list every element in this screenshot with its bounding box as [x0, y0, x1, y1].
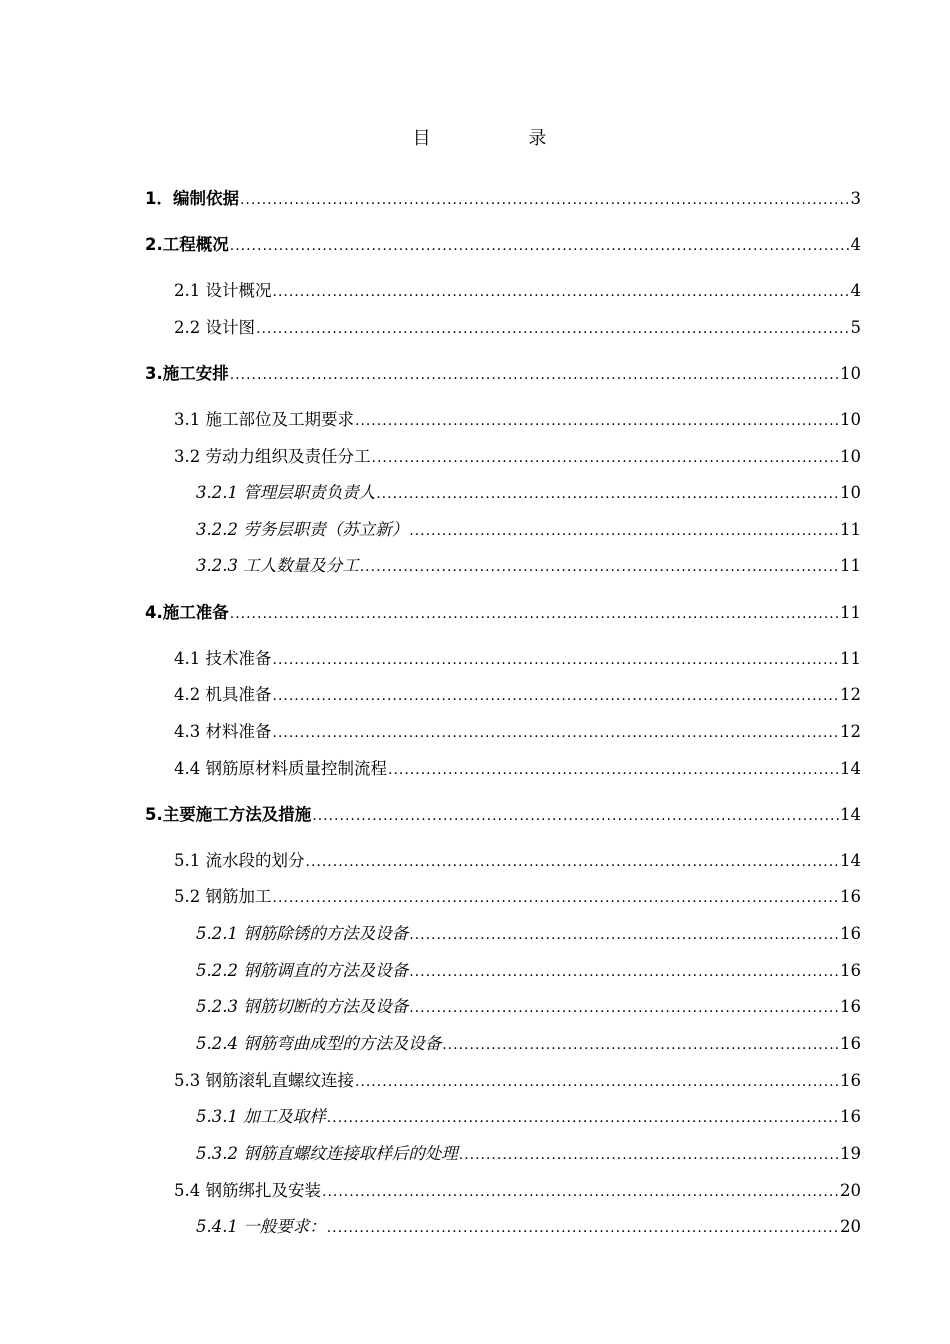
- toc-entry-page: 16: [840, 1034, 861, 1053]
- toc-entry[interactable]: [174, 758, 861, 780]
- toc-entry[interactable]: [174, 446, 861, 468]
- dot-leader: [230, 364, 839, 386]
- toc-entry-label: 5.3.2 钢筋直螺纹连接取样后的处理: [196, 1144, 458, 1163]
- toc-entry-page: 14: [840, 759, 861, 778]
- toc-entry-label: 5.4.1 一般要求：: [196, 1217, 326, 1236]
- dot-leader: [459, 1144, 839, 1166]
- toc-entry-label: 2.工程概况: [145, 235, 229, 254]
- toc-entry-page: 3: [850, 189, 861, 208]
- toc-entry-page: 14: [840, 851, 861, 870]
- toc-entry-page: 10: [840, 447, 861, 466]
- toc-entry-page: 20: [840, 1181, 861, 1200]
- toc-entry-page: 11: [840, 556, 861, 575]
- dot-leader: [230, 235, 850, 257]
- toc-entry-page: 16: [840, 961, 861, 980]
- toc-entry[interactable]: [196, 960, 861, 982]
- toc-entry-page: 11: [840, 649, 861, 668]
- toc-entry-page: 16: [840, 997, 861, 1016]
- toc-entry[interactable]: [196, 996, 861, 1018]
- toc-entry-label: 4.施工准备: [145, 603, 229, 622]
- toc-entry-page: 14: [840, 805, 861, 824]
- toc-entry-label: 3.2 劳动力组织及责任分工: [174, 447, 371, 466]
- toc-entry-page: 16: [840, 1071, 861, 1090]
- toc-entry-label: 3.2.3 工人数量及分工: [196, 556, 359, 575]
- toc-entry-page: 10: [840, 410, 861, 429]
- toc-entry[interactable]: [174, 280, 861, 302]
- toc-entry[interactable]: [145, 602, 861, 624]
- toc-entry-label: 5.3.1 加工及取样: [196, 1107, 326, 1126]
- toc-entry-page: 5: [850, 318, 861, 337]
- toc-entry-page: 11: [840, 603, 861, 622]
- dot-leader: [240, 189, 850, 211]
- toc-entry-page: 12: [840, 722, 861, 741]
- toc-entry-label: 5.2.3 钢筋切断的方法及设备: [196, 997, 409, 1016]
- dot-leader: [273, 649, 840, 671]
- dot-leader: [273, 685, 840, 707]
- toc-entry[interactable]: [174, 886, 861, 908]
- dot-leader: [409, 961, 839, 983]
- toc-entry[interactable]: [196, 1106, 861, 1128]
- toc-entry-page: 10: [840, 364, 861, 383]
- toc-entry-label: 1．编制依据: [145, 189, 239, 208]
- toc-entry-label: 4.2 机具准备: [174, 685, 272, 704]
- toc-entry-label: 4.4 钢筋原材料质量控制流程: [174, 759, 387, 778]
- toc-entry[interactable]: [196, 923, 861, 945]
- toc-entry[interactable]: [196, 1033, 861, 1055]
- toc-entry[interactable]: [174, 409, 861, 431]
- toc-entry-label: 5.3 钢筋滚轧直螺纹连接: [174, 1071, 354, 1090]
- toc-entry-label: 5.主要施工方法及措施: [145, 805, 312, 824]
- dot-leader: [256, 318, 850, 340]
- toc-entry-page: 4: [850, 235, 861, 254]
- dot-leader: [355, 410, 839, 432]
- toc-entry-label: 3.2.2 劳务层职责（苏立新）: [196, 520, 409, 539]
- dot-leader: [230, 603, 839, 625]
- dot-leader: [376, 483, 839, 505]
- toc-entry[interactable]: [196, 555, 861, 577]
- toc-entry[interactable]: [196, 519, 861, 541]
- dot-leader: [360, 556, 839, 578]
- dot-leader: [312, 805, 839, 827]
- toc-entry-label: 5.2 钢筋加工: [174, 887, 272, 906]
- toc-entry[interactable]: [145, 188, 861, 210]
- toc-entry[interactable]: [145, 234, 861, 256]
- toc-entry[interactable]: [145, 804, 861, 826]
- dot-leader: [273, 281, 850, 303]
- toc-entry-label: 3.施工安排: [145, 364, 229, 383]
- toc-entry-label: 5.2.4 钢筋弯曲成型的方法及设备: [196, 1034, 442, 1053]
- dot-leader: [306, 851, 840, 873]
- toc-entry-label: 5.2.2 钢筋调直的方法及设备: [196, 961, 409, 980]
- toc-entry[interactable]: [174, 1180, 861, 1202]
- toc-entry-label: 4.1 技术准备: [174, 649, 272, 668]
- toc-entry[interactable]: [145, 363, 861, 385]
- toc-entry-page: 4: [850, 281, 861, 300]
- toc-entry-label: 3.1 施工部位及工期要求: [174, 410, 354, 429]
- dot-leader: [273, 722, 840, 744]
- dot-leader: [273, 887, 840, 909]
- toc-entry-label: 2.2 设计图: [174, 318, 255, 337]
- toc-entry-page: 16: [840, 1107, 861, 1126]
- toc-entry[interactable]: [174, 1070, 861, 1092]
- toc-entry-page: 19: [840, 1144, 861, 1163]
- toc-entry-page: 16: [840, 924, 861, 943]
- dot-leader: [355, 1071, 839, 1093]
- toc-entry[interactable]: [196, 482, 861, 504]
- toc-entry-page: 20: [840, 1217, 861, 1236]
- toc-entry-page: 11: [840, 520, 861, 539]
- dot-leader: [327, 1107, 839, 1129]
- toc-entry[interactable]: [174, 648, 861, 670]
- toc-entry-label: 4.3 材料准备: [174, 722, 272, 741]
- dot-leader: [322, 1181, 839, 1203]
- dot-leader: [388, 759, 839, 781]
- toc-entry-label: 3.2.1 管理层职责负责人: [196, 483, 376, 502]
- toc-entry-page: 12: [840, 685, 861, 704]
- toc-entry[interactable]: [174, 317, 861, 339]
- dot-leader: [327, 1217, 839, 1239]
- dot-leader: [409, 520, 839, 542]
- toc-entry[interactable]: [174, 850, 861, 872]
- toc-entry-label: 5.4 钢筋绑扎及安装: [174, 1181, 321, 1200]
- toc-entry-label: 5.1 流水段的划分: [174, 851, 305, 870]
- toc-entry-page: 16: [840, 887, 861, 906]
- dot-leader: [409, 997, 839, 1019]
- toc-title: 目 录: [412, 128, 593, 149]
- dot-leader: [372, 447, 840, 469]
- toc-entry-label: 2.1 设计概况: [174, 281, 272, 300]
- toc-entry-page: 10: [840, 483, 861, 502]
- toc-entry[interactable]: [196, 1216, 861, 1238]
- dot-leader: [409, 924, 839, 946]
- toc-entry[interactable]: [196, 1143, 861, 1165]
- toc-entry[interactable]: [174, 721, 861, 743]
- toc-entry-label: 5.2.1 钢筋除锈的方法及设备: [196, 924, 409, 943]
- toc-entry[interactable]: [174, 684, 861, 706]
- dot-leader: [442, 1034, 839, 1056]
